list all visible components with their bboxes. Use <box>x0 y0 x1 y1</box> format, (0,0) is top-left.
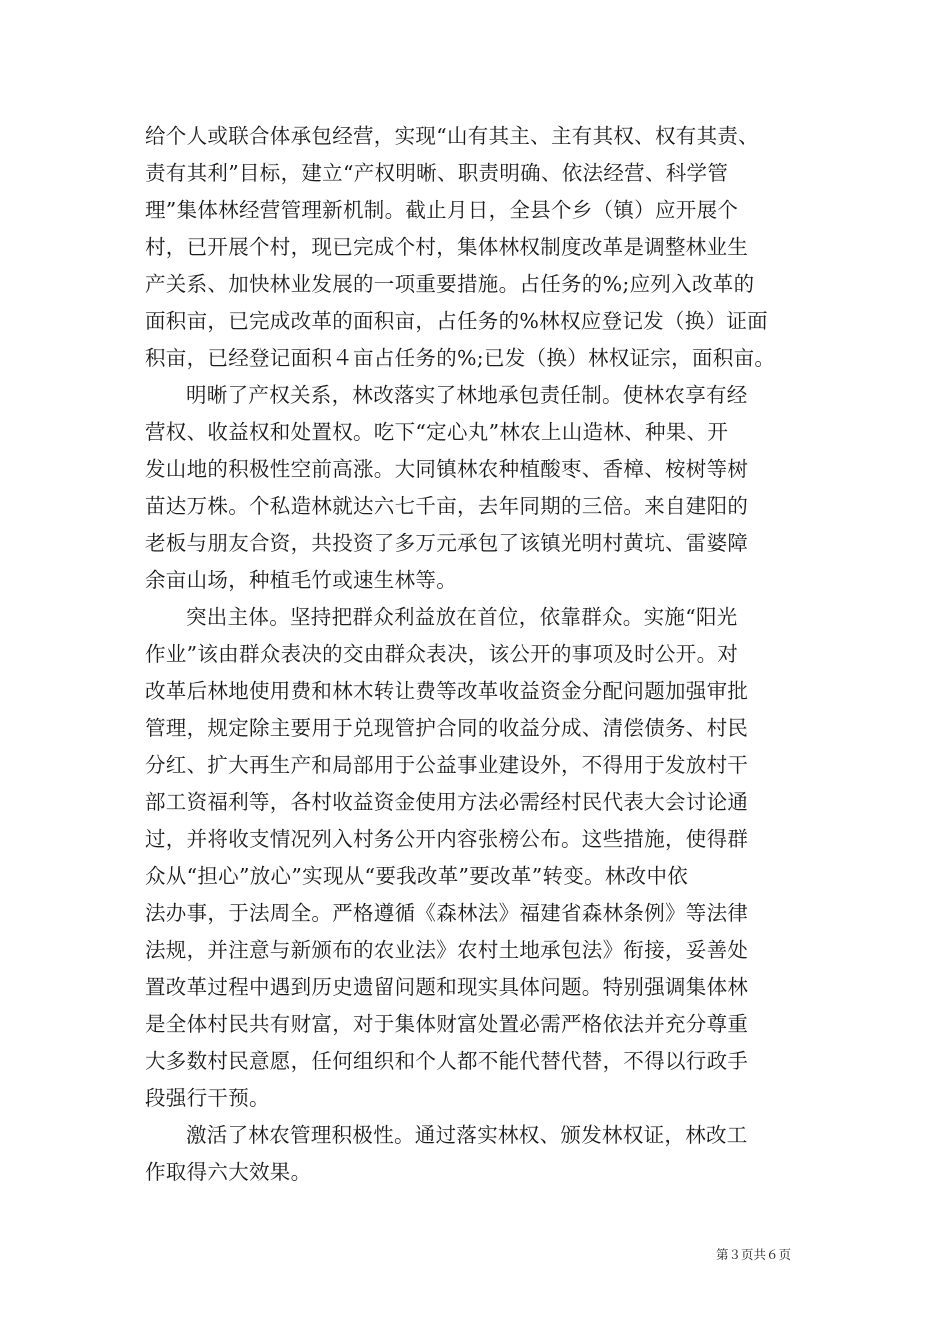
text-line: 管理，规定除主要用于兑现管护合同的收益分成、清偿债务、村民 <box>145 716 749 740</box>
text-line: 作取得六大效果。 <box>145 1160 312 1184</box>
paragraph-first-line: 明晰了产权关系，林改落实了林地承包责任制。使林农享有经 <box>186 383 748 407</box>
text-line: 村，已开展个村，现已完成个村，集体林权制度改革是调整林业生 <box>145 235 749 259</box>
text-line: 面积亩，已完成改革的面积亩，占任务的%林权应登记发（换）证面 <box>145 309 768 333</box>
text-line: 发山地的积极性空前高涨。大同镇林农种植酸枣、香樟、桉树等树 <box>145 457 749 481</box>
document-body <box>145 118 810 1191</box>
text-line: 分红、扩大再生产和局部用于公益事业建设外，不得用于发放村干 <box>145 753 749 777</box>
text-line: 众从“担心”放心”实现从“要我改革”要改革”转变。林改中依 <box>145 864 689 888</box>
text-line: 余亩山场，种植毛竹或速生林等。 <box>145 568 457 592</box>
text-line: 给个人或联合体承包经营，实现“山有其主、主有其权、权有其责、 <box>145 124 759 148</box>
page-number: 第３页共６页 <box>716 1247 792 1262</box>
text-line: 产关系、加快林业发展的一项重要措施。占任务的%;应列入改革的 <box>145 272 755 296</box>
text-line: 苗达万株。个私造林就达六七千亩，去年同期的三倍。来自建阳的 <box>145 494 749 518</box>
paragraph-first-line: 激活了林农管理积极性。通过落实林权、颁发林权证，林改工 <box>186 1123 748 1147</box>
text-line: 段强行干预。 <box>145 1086 270 1110</box>
text-line: 营权、收益权和处置权。吃下“定心丸”林农上山造林、种果、开 <box>145 420 729 444</box>
text-line: 责有其利”目标，建立“产权明晰、职责明确、依法经营、科学管 <box>145 161 729 185</box>
text-line: 老板与朋友合资，共投资了多万元承包了该镇光明村黄坑、雷婆障 <box>145 531 749 555</box>
text-line: 积亩，已经登记面积４亩占任务的%;已发（换）林权证宗，面积亩。 <box>145 346 776 370</box>
text-line: 理”集体林经营管理新机制。截止月日，全县个乡（镇）应开展个 <box>145 198 739 222</box>
text-line: 是全体村民共有财富，对于集体财富处置必需严格依法并充分尊重 <box>145 1012 749 1036</box>
text-line: 置改革过程中遇到历史遗留问题和现实具体问题。特别强调集体林 <box>145 975 749 999</box>
text-line: 部工资福利等，各村收益资金使用方法必需经村民代表大会讨论通 <box>145 790 749 814</box>
text-line: 改革后林地使用费和林木转让费等改革收益资金分配问题加强审批 <box>145 679 749 703</box>
text-line: 过，并将收支情况列入村务公开内容张榜公布。这些措施，使得群 <box>145 827 749 851</box>
text-line: 大多数村民意愿，任何组织和个人都不能代替代替，不得以行政手 <box>145 1049 749 1073</box>
paragraph-first-line: 突出主体。坚持把群众利益放在首位，依靠群众。实施“阳光 <box>186 605 738 629</box>
text-line: 法规，并注意与新颁布的农业法》农村土地承包法》衔接，妥善处 <box>145 938 749 962</box>
text-line: 作业”该由群众表决的交由群众表决，该公开的事项及时公开。对 <box>145 642 739 666</box>
text-line: 法办事，于法周全。严格遵循《森林法》福建省森林条例》等法律 <box>145 901 749 925</box>
